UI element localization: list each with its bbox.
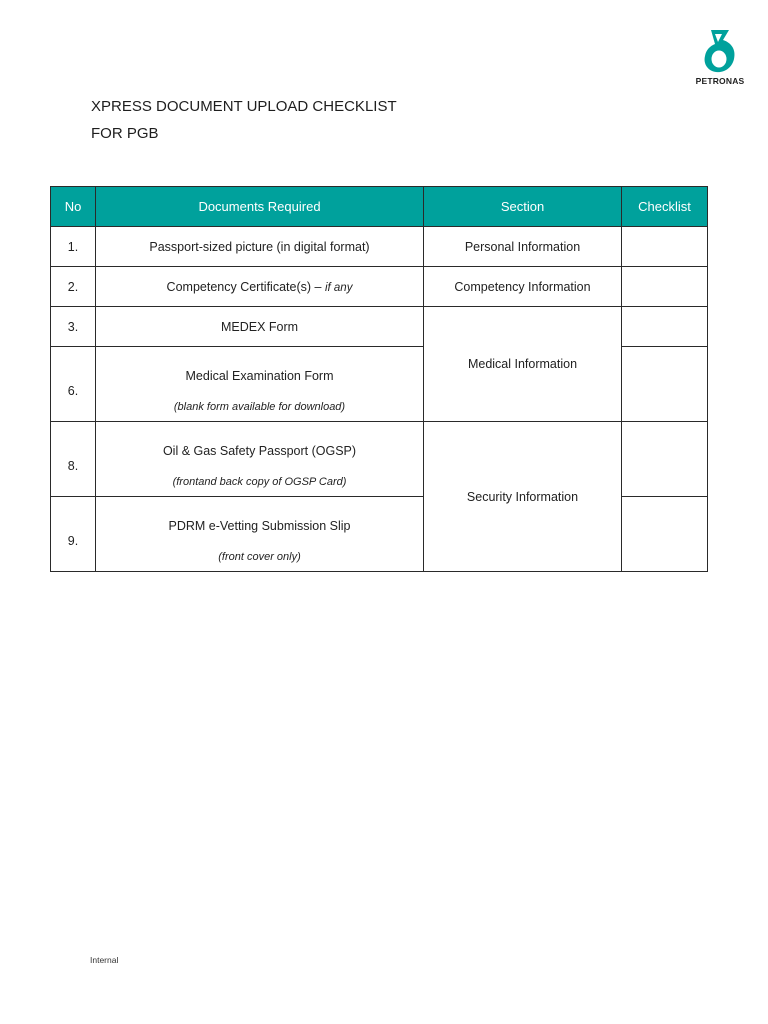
title-line-1: XPRESS DOCUMENT UPLOAD CHECKLIST (91, 98, 397, 115)
header-documents: Documents Required (96, 187, 424, 227)
row-document: Passport-sized picture (in digital format) (96, 227, 424, 267)
row-checkbox-cell[interactable] (622, 267, 708, 307)
page-title (91, 93, 397, 147)
row-document-note: (blank form available for download) (173, 401, 346, 413)
row-document-note: if any (324, 281, 353, 294)
row-section: Personal Information (424, 227, 622, 267)
row-checkbox-cell[interactable] (622, 307, 708, 347)
petronas-droplet-icon (703, 28, 737, 74)
logo-wordmark: PETRONAS (695, 76, 745, 86)
row-document: MEDEX Form (96, 307, 424, 347)
header-checklist: Checklist (622, 187, 708, 227)
table-row (51, 267, 708, 307)
row-number (51, 497, 96, 572)
row-checkbox-cell[interactable] (622, 422, 708, 497)
row-document (96, 497, 424, 572)
row-checkbox-cell[interactable] (622, 227, 708, 267)
title-line-2: FOR PGB (91, 125, 159, 142)
footer-classification: Internal (90, 955, 119, 965)
row-number (51, 422, 96, 497)
row-document-text: Oil & Gas Safety Passport (OGSP) (162, 444, 357, 458)
row-document-note: (frontand back copy of OGSP Card) (172, 476, 347, 488)
header-section: Section (424, 187, 622, 227)
row-section-security: Security Information (424, 422, 622, 572)
row-checkbox-cell[interactable] (622, 347, 708, 422)
row-document (96, 347, 424, 422)
row-number: 1. (51, 227, 96, 267)
row-number (51, 347, 96, 422)
row-number-text: 8. (67, 459, 79, 473)
row-checkbox-cell[interactable] (622, 497, 708, 572)
table-row (51, 227, 708, 267)
row-section-medical: Medical Information (424, 307, 622, 422)
row-document-text: PDRM e-Vetting Submission Slip (168, 519, 351, 533)
row-document-note: (front cover only) (218, 551, 301, 563)
row-number-text: 9. (67, 534, 79, 548)
row-number: 3. (51, 307, 96, 347)
petronas-logo (693, 28, 747, 90)
document-checklist-table (50, 186, 708, 572)
table-row (51, 422, 708, 497)
row-document (96, 422, 424, 497)
table-header-row (51, 187, 708, 227)
row-document-text: Competency Certificate(s) – (166, 279, 322, 294)
row-document-text: Medical Examination Form (185, 369, 334, 383)
table-row (51, 307, 708, 347)
row-document (96, 267, 424, 307)
header-no: No (51, 187, 96, 227)
row-number: 2. (51, 267, 96, 307)
row-section: Competency Information (424, 267, 622, 307)
row-number-text: 6. (67, 384, 79, 398)
